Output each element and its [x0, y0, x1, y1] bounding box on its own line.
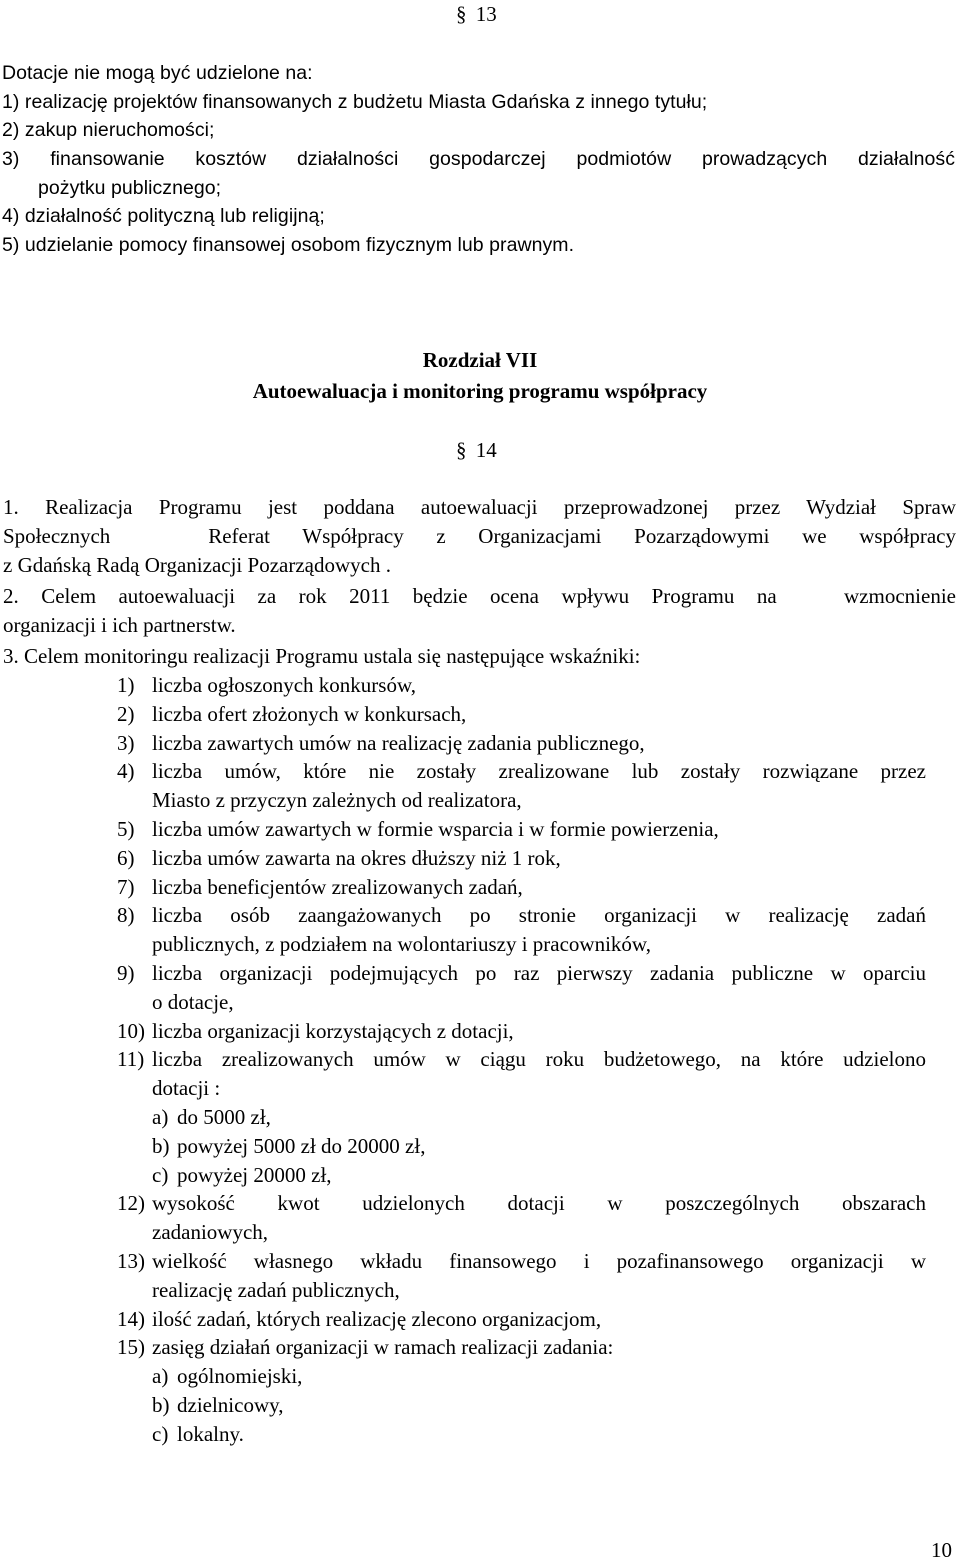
indicator-text: liczba umów, które nie zostały zrealizowane lub zostały rozwiązane przez [152, 759, 926, 784]
indicator-number: 10) [117, 1018, 145, 1043]
indicator-number: 14) [117, 1306, 145, 1331]
paragraph-2-line: organizacji i ich partnerstw. [3, 613, 236, 637]
indicator-number: 4) [117, 759, 135, 784]
indicator-number: 2) [117, 701, 135, 726]
indicator-text: liczba organizacji korzystających z dotacji, [152, 1018, 514, 1043]
indicator-number: 11) [117, 1047, 145, 1072]
indicator-text: Miasto z przyczyn zależnych od realizatora, [152, 788, 522, 813]
indicator-text: zadaniowych, [152, 1220, 269, 1245]
indicator-text: liczba umów zawartych w formie wsparcia i w formie powierzenia, [152, 817, 719, 841]
chapter-subtitle: Autoewaluacja i monitoring programu współpracy [252, 379, 708, 403]
section-number: 14 [475, 438, 497, 462]
section-13-item: 2) zakup nieruchomości; [2, 119, 215, 141]
sub-item-marker: b) [152, 1393, 170, 1417]
indicator-number: 9) [117, 961, 135, 985]
sub-item-marker: a) [152, 1105, 169, 1129]
indicator-text: liczba organizacji podejmujących po raz pierwszy zadania publiczne w oparciu [152, 961, 926, 985]
indicator-text: liczba ogłoszonych konkursów, [152, 673, 416, 697]
indicator-number: 3) [117, 730, 135, 755]
sub-item-marker: c) [152, 1162, 169, 1187]
indicator-text: liczba beneficjentów zrealizowanych zadań, [152, 874, 523, 899]
section-number: 13 [475, 2, 497, 26]
indicator-number: 7) [117, 874, 135, 899]
indicator-text: liczba zawartych umów na realizację zadania publicznego, [152, 730, 645, 755]
sub-item-text: powyżej 5000 zł do 20000 zł, [177, 1133, 426, 1158]
sub-item-text: dzielnicowy, [177, 1393, 284, 1417]
sub-item-marker: c) [152, 1421, 169, 1446]
indicator-text: liczba ofert złożonych w konkursach, [152, 701, 467, 726]
indicator-number: 15) [117, 1335, 145, 1360]
paragraph-3-intro: 3. Celem monitoringu realizacji Programu ustala się następujące wskaźniki: [3, 644, 641, 668]
paragraph-1-line: z Gdańską Radą Organizacji Pozarządowych . [3, 553, 391, 577]
indicator-number: 8) [117, 903, 135, 928]
indicator-text: wysokość kwot udzielonych dotacji w poszczególnych obszarach [152, 1191, 926, 1216]
section-13-heading [456, 0, 497, 29]
sub-item-text: lokalny. [177, 1421, 244, 1446]
section-13-item: 4) działalność polityczną lub religijną; [2, 205, 325, 227]
page-number: 10 [931, 1538, 952, 1562]
paragraph-1-line: 1. Realizacja Programu jest poddana autoewaluacji przeprowadzonej przez Wydział Spraw [3, 495, 956, 519]
indicator-text: zasięg działań organizacji w ramach realizacji zadania: [152, 1335, 614, 1360]
paragraph-2-line: 2. Celem autoewaluacji za rok 2011 będzie ocena wpływu Programu na wzmocnienie [3, 584, 956, 608]
indicator-text: o dotacje, [152, 989, 234, 1014]
sub-item-text: powyżej 20000 zł, [177, 1162, 332, 1187]
indicator-text: dotacji : [152, 1076, 221, 1101]
sub-item-text: ogólnomiejski, [177, 1364, 303, 1389]
indicator-text: realizację zadań publicznych, [152, 1277, 400, 1302]
section-sign: § [456, 2, 467, 26]
indicator-text: wielkość własnego wkładu finansowego i pozafinansowego organizacji w [152, 1249, 926, 1273]
indicator-text: ilość zadań, których realizację zlecono organizacjom, [152, 1306, 602, 1331]
indicator-number: 6) [117, 845, 135, 870]
section-13-item-continuation: pożytku publicznego; [38, 177, 222, 199]
sub-item-text: do 5000 zł, [177, 1105, 271, 1129]
indicator-number: 5) [117, 817, 135, 841]
section-sign: § [456, 438, 467, 462]
indicator-number: 12) [117, 1191, 145, 1216]
paragraph-1-line: Społecznych Referat Współpracy z Organizacjami Pozarządowymi we współpracy [3, 524, 956, 548]
section-13-item: 5) udzielanie pomocy finansowej osobom fizycznym lub prawnym. [2, 234, 575, 256]
section-13-item: 1) realizację projektów finansowanych z budżetu Miasta Gdańska z innego tytułu; [2, 91, 708, 113]
sub-item-marker: a) [152, 1364, 169, 1389]
chapter-title: Rozdział VII [422, 348, 538, 372]
section-14-heading [456, 436, 497, 465]
sub-item-marker: b) [152, 1133, 170, 1158]
indicator-text: liczba osób zaangażowanych po stronie organizacji w realizację zadań [152, 903, 926, 928]
indicator-text: liczba umów zawarta na okres dłuższy niż 1 rok, [152, 845, 561, 870]
indicator-number: 13) [117, 1249, 145, 1273]
section-13-intro: Dotacje nie mogą być udzielone na: [2, 62, 313, 84]
indicator-text: liczba zrealizowanych umów w ciągu roku budżetowego, na które udzielono [152, 1047, 926, 1072]
indicator-text: publicznych, z podziałem na wolontariuszy i pracowników, [152, 932, 651, 957]
indicator-number: 1) [117, 673, 135, 697]
section-13-item: 3) finansowanie kosztów działalności gospodarczej podmiotów prowadzących działalność [2, 148, 955, 170]
